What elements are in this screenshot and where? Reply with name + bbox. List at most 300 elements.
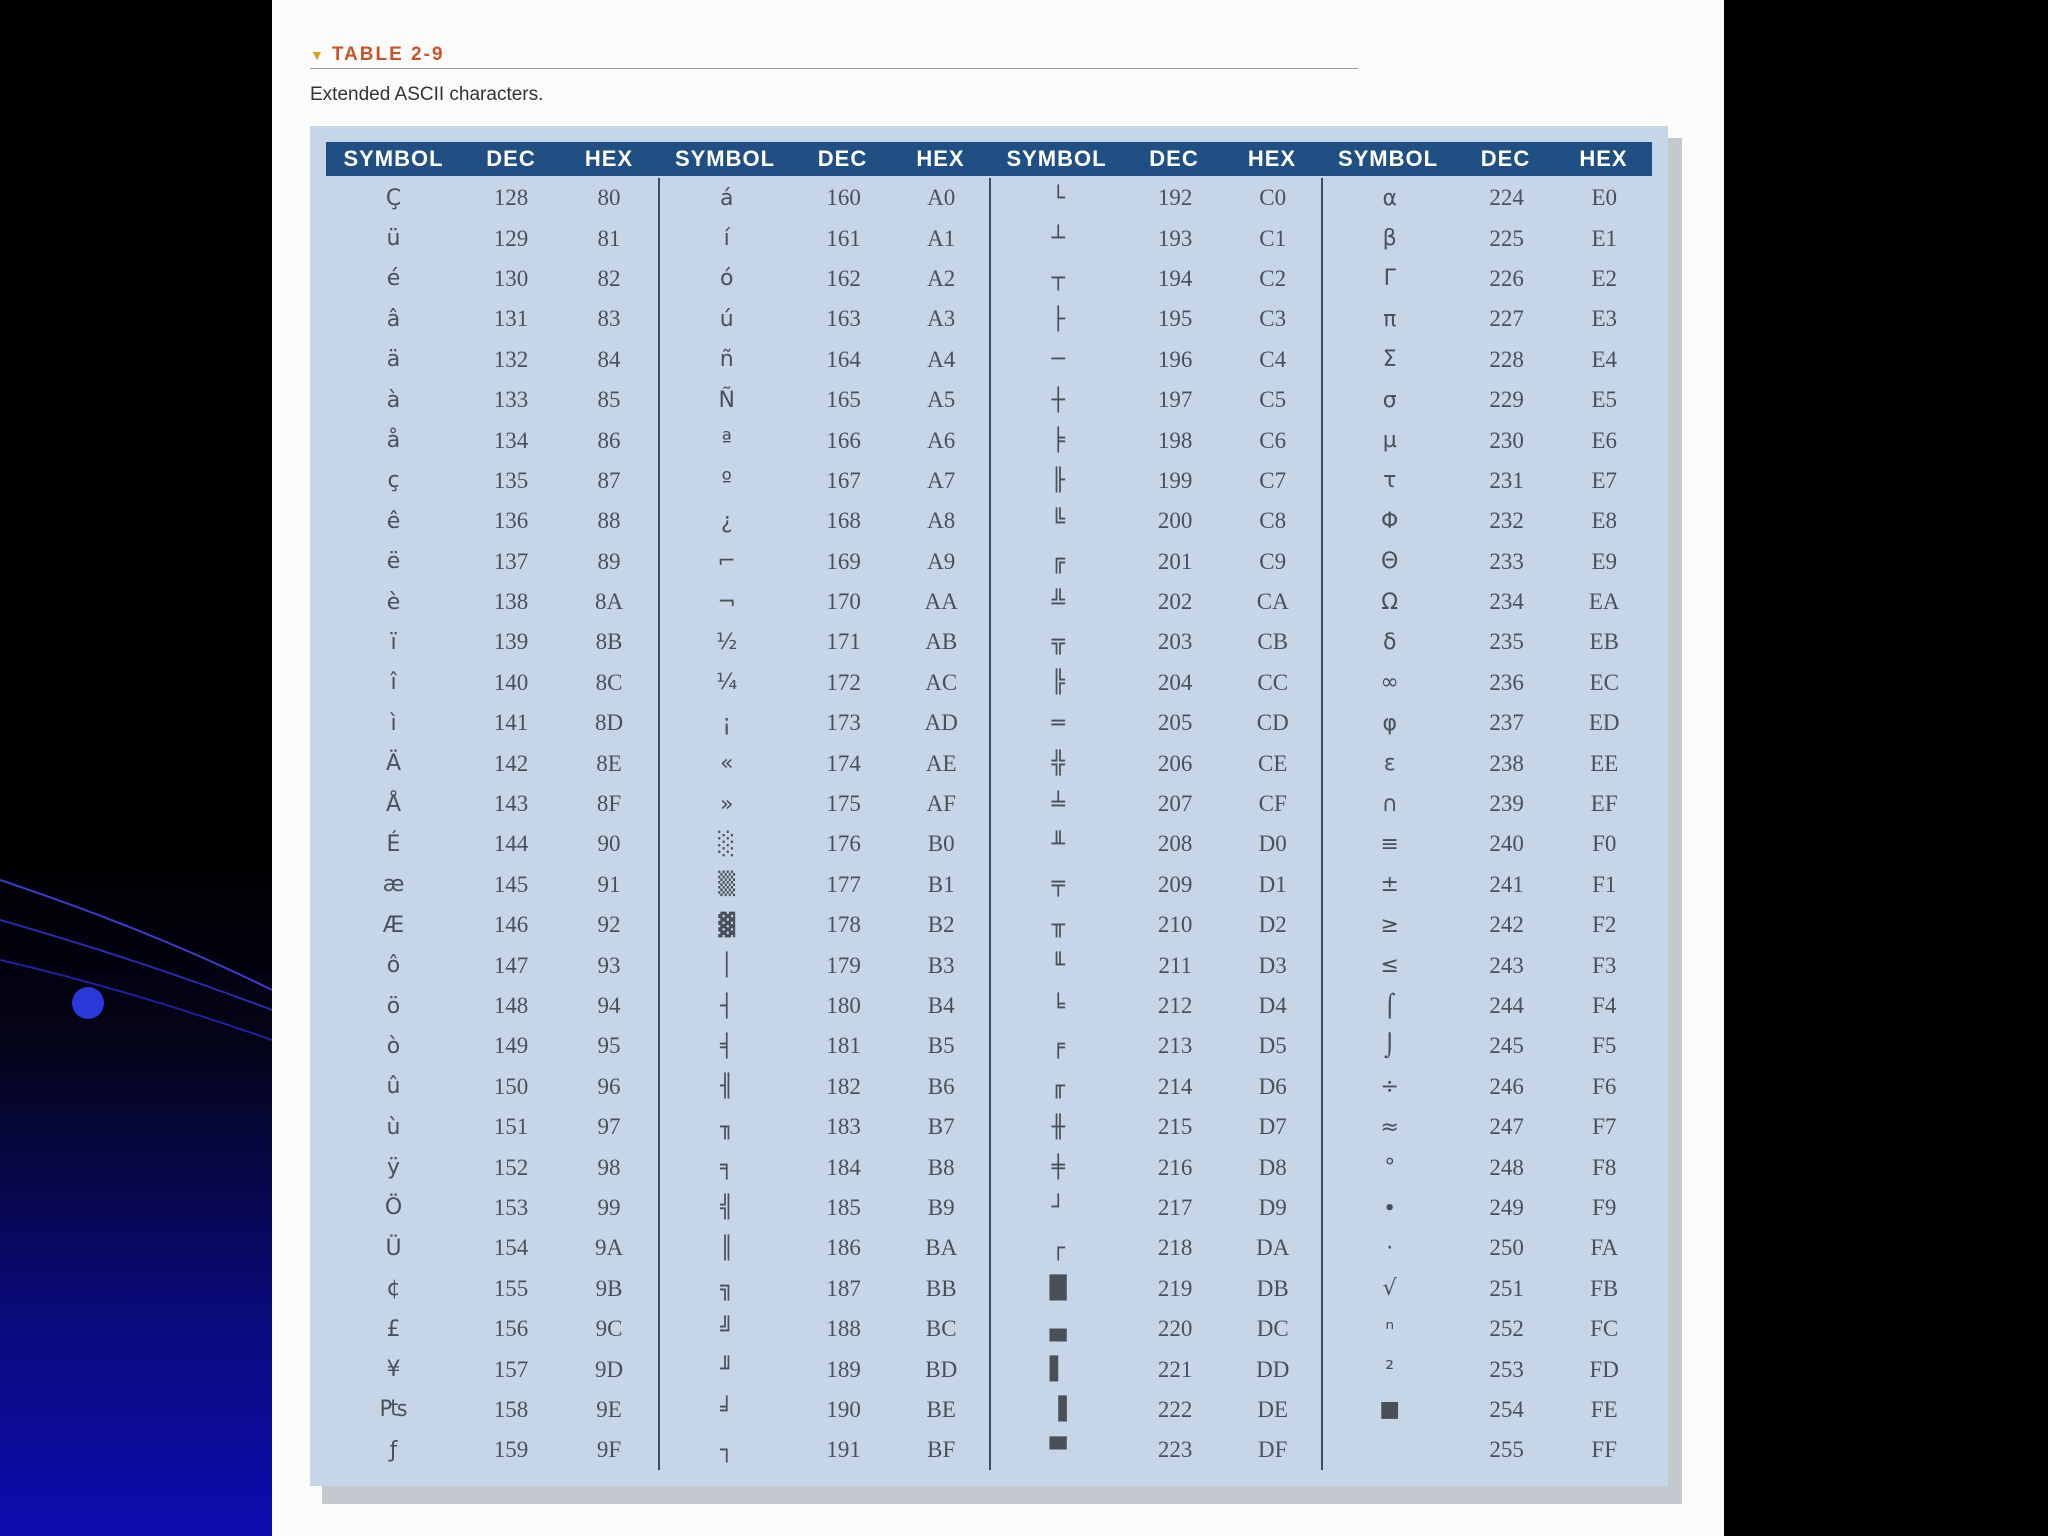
dec-cell: 231 (1489, 467, 1524, 493)
table-row (991, 178, 1321, 218)
symbol-cell: ª (721, 428, 732, 454)
symbol-cell: ┌ (1051, 1235, 1065, 1261)
dec-cell: 211 (1158, 952, 1192, 978)
table-row (326, 1228, 658, 1268)
symbol-cell: ¿ (720, 508, 733, 534)
table-title: Extended ASCII characters. (310, 84, 544, 105)
symbol-cell: º (721, 468, 732, 494)
dec-cell: 212 (1157, 993, 1193, 1018)
table-row (326, 986, 658, 1026)
table-row (326, 1188, 658, 1228)
ascii-table (310, 126, 1668, 1486)
dec-cell: 177 (826, 871, 861, 897)
dec-cell: 254 (1489, 1396, 1524, 1422)
table-row (1323, 824, 1653, 864)
table-row (660, 582, 990, 622)
dec-cell: 170 (826, 589, 861, 615)
table-row (660, 1349, 990, 1389)
symbol-cell: ▄ (1049, 1316, 1067, 1342)
dec-cell: 171 (826, 629, 861, 655)
column-header-hex: HEX (584, 146, 634, 171)
table-row (660, 542, 990, 582)
symbol-cell: á (719, 185, 734, 211)
table-row (326, 703, 658, 743)
dec-cell: 180 (826, 993, 861, 1018)
hex-cell: E9 (1591, 548, 1617, 574)
symbol-cell: σ (1382, 387, 1397, 413)
hex-cell: C6 (1259, 427, 1287, 453)
symbol-cell: √ (1382, 1276, 1397, 1302)
dec-cell: 152 (493, 1154, 529, 1180)
table-row (660, 1309, 990, 1349)
symbol-cell: ⌠ (1383, 993, 1396, 1019)
hex-cell: A2 (927, 265, 956, 291)
table-row (991, 501, 1321, 541)
table-row (326, 865, 658, 905)
hex-cell: 91 (597, 871, 621, 897)
hex-cell: 8F (596, 791, 622, 817)
symbol-cell: » (719, 791, 734, 817)
table-row (326, 1269, 658, 1309)
table-row (326, 1430, 658, 1470)
table-row (1323, 1067, 1653, 1107)
table-row (991, 1309, 1321, 1349)
hex-cell: 97 (597, 1114, 621, 1140)
table-row (1323, 1026, 1653, 1066)
table-row (1323, 703, 1653, 743)
dec-cell: 163 (826, 306, 861, 332)
hex-cell: A4 (927, 346, 956, 372)
symbol-cell: ║ (720, 1235, 734, 1261)
hex-cell: DE (1257, 1396, 1289, 1422)
symbol-cell: ╕ (720, 1155, 734, 1181)
hex-cell: 95 (597, 1033, 621, 1059)
table-row (326, 501, 658, 541)
symbol-cell: ┴ (1051, 226, 1065, 252)
symbol-cell: │ (720, 953, 734, 979)
symbol-cell: ô (386, 953, 401, 979)
dec-cell: 220 (1157, 1316, 1193, 1342)
hex-cell: C4 (1259, 346, 1287, 372)
hex-cell: 9C (595, 1316, 623, 1342)
symbol-cell: ë (386, 549, 401, 575)
table-row (1323, 1430, 1653, 1470)
hex-cell: A6 (927, 427, 956, 453)
table-block-3 (989, 178, 1321, 1470)
hex-cell: D8 (1258, 1154, 1287, 1180)
dec-cell: 210 (1157, 912, 1193, 938)
hex-cell: E1 (1591, 225, 1617, 251)
column-header-dec: DEC (817, 146, 868, 171)
symbol-cell: ù (386, 1114, 401, 1140)
hex-cell: 8E (596, 750, 622, 776)
dec-cell: 193 (1157, 225, 1193, 251)
table-row (660, 1390, 990, 1430)
dec-cell: 240 (1489, 831, 1524, 857)
hex-cell: 80 (597, 185, 621, 211)
table-row (991, 945, 1321, 985)
hex-cell: CF (1258, 791, 1287, 817)
symbol-cell: █ (1049, 1276, 1067, 1302)
hex-cell: 85 (597, 387, 621, 413)
hex-cell: EB (1589, 629, 1619, 655)
symbol-cell: é (386, 266, 401, 292)
dec-cell: 230 (1489, 427, 1524, 453)
hex-cell: 8B (595, 629, 623, 655)
table-row (660, 218, 990, 258)
hex-cell: AF (926, 791, 956, 817)
dec-cell: 188 (826, 1316, 861, 1342)
hex-cell: C1 (1259, 225, 1287, 251)
table-row (660, 1067, 990, 1107)
hex-cell: BE (926, 1396, 956, 1422)
hex-cell: B5 (927, 1033, 955, 1059)
symbol-cell: ╦ (1051, 629, 1065, 655)
table-row (1323, 259, 1653, 299)
table-row (991, 663, 1321, 703)
table-row (660, 1228, 990, 1268)
dec-cell: 176 (826, 831, 861, 857)
symbol-cell: ó (719, 266, 734, 292)
table-row (660, 784, 990, 824)
hex-cell: AA (924, 589, 958, 615)
symbol-cell: ┐ (720, 1437, 734, 1463)
dec-cell: 207 (1157, 791, 1193, 817)
dec-cell: 181 (826, 1033, 861, 1059)
dec-cell: 132 (493, 346, 529, 372)
table-row (660, 1107, 990, 1147)
dec-cell: 172 (826, 669, 861, 695)
hex-cell: AE (925, 750, 957, 776)
dec-cell: 236 (1489, 669, 1524, 695)
dec-cell: 138 (493, 589, 529, 615)
symbol-cell: ú (719, 306, 734, 332)
column-header-dec: DEC (1480, 146, 1531, 171)
hex-cell: BB (925, 1275, 957, 1301)
table-row (326, 1026, 658, 1066)
symbol-cell: ê (386, 508, 401, 534)
symbol-cell: ╥ (1051, 912, 1065, 938)
symbol-cell: ∩ (1381, 791, 1398, 817)
header-group-1 (326, 142, 658, 176)
symbol-cell: Σ (1382, 347, 1397, 373)
symbol-cell: ┤ (720, 993, 734, 1019)
column-header-symbol: SYMBOL (1337, 146, 1439, 171)
hex-cell: A5 (927, 387, 956, 413)
symbol-cell: É (386, 831, 401, 857)
dec-cell: 198 (1157, 427, 1193, 453)
hex-cell: EC (1589, 669, 1619, 695)
dec-cell: 217 (1157, 1194, 1193, 1220)
hex-cell: DA (1256, 1235, 1290, 1261)
symbol-cell: ╒ (1051, 1033, 1065, 1059)
symbol-cell: ╚ (1051, 508, 1065, 534)
symbol-cell: ╡ (720, 1033, 734, 1059)
dec-cell: 232 (1489, 508, 1524, 534)
dec-cell: 214 (1157, 1073, 1193, 1099)
hex-cell: 82 (597, 265, 621, 291)
symbol-cell: ¢ (386, 1276, 401, 1302)
symbol-cell: ├ (1051, 306, 1065, 332)
dec-cell: 142 (493, 750, 529, 776)
table-row (1323, 1188, 1653, 1228)
symbol-cell: ≤ (1380, 953, 1399, 979)
table-row (660, 1147, 990, 1187)
table-row (991, 380, 1321, 420)
symbol-cell: ╠ (1051, 670, 1065, 696)
symbol-cell: ä (386, 347, 401, 373)
symbol-cell: ½ (716, 629, 738, 655)
table-row (991, 622, 1321, 662)
dec-cell: 218 (1157, 1235, 1193, 1261)
dec-cell: 189 (826, 1356, 861, 1382)
symbol-cell: ∞ (1380, 670, 1399, 696)
hex-cell: E3 (1591, 306, 1617, 332)
hex-cell: ED (1588, 710, 1620, 736)
symbol-cell: ï (390, 629, 397, 655)
symbol-cell: · (1386, 1235, 1394, 1261)
dec-cell: 174 (826, 750, 861, 776)
hex-cell: BD (925, 1356, 958, 1382)
hex-cell: C5 (1259, 387, 1287, 413)
table-row (991, 1269, 1321, 1309)
hex-cell: 96 (597, 1073, 621, 1099)
symbol-cell: ╩ (1051, 589, 1065, 615)
table-row (326, 420, 658, 460)
table-row (1323, 582, 1653, 622)
dec-cell: 221 (1157, 1356, 1193, 1382)
dec-cell: 194 (1157, 265, 1193, 291)
dec-cell: 137 (493, 548, 529, 574)
table-row (660, 380, 990, 420)
table-row (1323, 622, 1653, 662)
hex-cell: C9 (1259, 548, 1287, 574)
dec-cell: 238 (1489, 750, 1524, 776)
slide-background-left (0, 0, 272, 1536)
table-row (660, 865, 990, 905)
symbol-cell: ¬ (717, 589, 736, 615)
symbol-cell: æ (382, 872, 405, 898)
dec-cell: 237 (1489, 710, 1524, 736)
hex-cell: CE (1258, 750, 1288, 776)
symbol-cell: µ (1382, 428, 1397, 454)
dec-cell: 187 (826, 1275, 861, 1301)
symbol-cell: ì (390, 710, 397, 736)
symbol-cell: « (719, 751, 734, 777)
hex-cell: B0 (927, 831, 955, 857)
symbol-cell: ░ (718, 831, 736, 857)
hex-cell: F1 (1592, 871, 1617, 897)
dec-cell: 197 (1157, 387, 1193, 413)
dec-cell: 186 (826, 1235, 861, 1261)
hex-cell: 90 (597, 831, 621, 857)
symbol-cell: Γ (1383, 266, 1396, 292)
table-row (326, 784, 658, 824)
dec-cell: 165 (826, 387, 861, 413)
dec-cell: 225 (1489, 225, 1524, 251)
table-row (1323, 461, 1653, 501)
table-row (1323, 1228, 1653, 1268)
dec-cell: 251 (1489, 1275, 1524, 1301)
dec-cell: 233 (1489, 548, 1524, 574)
table-row (326, 905, 658, 945)
hex-cell: B9 (927, 1194, 955, 1220)
table-row (991, 259, 1321, 299)
hex-cell: CC (1257, 669, 1289, 695)
table-row (660, 1269, 990, 1309)
table-row (660, 1430, 990, 1470)
dec-cell: 164 (826, 346, 861, 372)
hex-cell: C3 (1259, 306, 1287, 332)
dec-cell: 167 (826, 467, 861, 493)
hex-cell: D7 (1258, 1114, 1287, 1140)
symbol-cell: Θ (1381, 549, 1399, 575)
table-row (660, 178, 990, 218)
hex-cell: 84 (597, 346, 621, 372)
table-number: TABLE 2-9 (331, 44, 445, 65)
hex-cell: E4 (1591, 346, 1617, 372)
dec-cell: 200 (1157, 508, 1193, 534)
symbol-cell: ╛ (720, 1397, 734, 1423)
symbol-cell: ╓ (1051, 1074, 1065, 1100)
dec-cell: 208 (1157, 831, 1193, 857)
table-row (1323, 865, 1653, 905)
table-row (326, 1309, 658, 1349)
hex-cell: E2 (1591, 265, 1617, 291)
symbol-cell: ▌ (1049, 1357, 1067, 1383)
hex-cell: E7 (1591, 467, 1617, 493)
table-row (991, 1188, 1321, 1228)
symbol-cell: ≈ (1380, 1114, 1399, 1140)
dec-cell: 129 (493, 225, 529, 251)
symbol-cell: Ö (384, 1195, 403, 1221)
hex-cell: CD (1256, 710, 1289, 736)
dec-cell: 145 (493, 871, 529, 897)
hex-cell: CB (1257, 629, 1289, 655)
symbol-cell: ≡ (1380, 831, 1399, 857)
hex-cell: E6 (1591, 427, 1617, 453)
symbol-cell: ╤ (1051, 872, 1065, 898)
table-block-1 (326, 178, 658, 1470)
symbol-cell: Ñ (718, 387, 735, 413)
dec-cell: 178 (826, 912, 861, 938)
symbol-cell: Å (385, 791, 402, 817)
dec-cell: 169 (826, 548, 861, 574)
symbol-cell: β (1382, 226, 1397, 252)
table-row (1323, 1147, 1653, 1187)
hex-cell: F6 (1592, 1073, 1617, 1099)
hex-cell: D5 (1258, 1033, 1287, 1059)
hex-cell: EF (1590, 791, 1618, 817)
dec-cell: 144 (493, 831, 529, 857)
header-group-4 (1321, 142, 1653, 176)
symbol-cell: ° (1384, 1155, 1396, 1181)
table-row (326, 340, 658, 380)
table-row (660, 340, 990, 380)
table-row (1323, 1390, 1653, 1430)
symbol-cell: φ (1382, 710, 1397, 736)
symbol-cell: û (386, 1074, 401, 1100)
table-row (1323, 663, 1653, 703)
dec-cell: 243 (1489, 952, 1524, 978)
table-row (660, 622, 990, 662)
table-row (660, 986, 990, 1026)
table-row (991, 986, 1321, 1026)
symbol-cell: å (386, 428, 401, 454)
table-row (660, 905, 990, 945)
dec-cell: 140 (493, 669, 529, 695)
symbol-cell: ö (386, 993, 401, 1019)
dec-cell: 202 (1157, 589, 1193, 615)
hex-cell: 8A (594, 589, 624, 615)
symbol-cell: ¡ (722, 710, 732, 736)
hex-cell: E8 (1591, 508, 1617, 534)
dec-cell: 201 (1157, 548, 1193, 574)
symbol-cell: î (390, 670, 397, 696)
table-row (326, 1107, 658, 1147)
dec-cell: 215 (1157, 1114, 1193, 1140)
dec-cell: 134 (493, 427, 529, 453)
table-row (326, 663, 658, 703)
dec-cell: 247 (1489, 1114, 1524, 1140)
table-caption-heading (310, 44, 445, 66)
table-row (991, 218, 1321, 258)
table-row (1323, 1269, 1653, 1309)
symbol-cell: â (386, 306, 401, 332)
table-row (991, 784, 1321, 824)
table-row (660, 663, 990, 703)
dec-cell: 249 (1489, 1194, 1524, 1220)
symbol-cell: ╬ (1051, 751, 1065, 777)
symbol-cell: ¼ (716, 670, 738, 696)
symbol-cell: ò (386, 1033, 401, 1059)
hex-cell: AD (924, 710, 958, 736)
hex-cell: 9E (596, 1396, 622, 1422)
table-row (1323, 299, 1653, 339)
symbol-cell: £ (386, 1316, 401, 1342)
hex-cell: 8D (594, 710, 624, 736)
hex-cell: D0 (1258, 831, 1287, 857)
caption-triangle-icon: ▼ (310, 47, 326, 63)
dec-cell: 156 (493, 1316, 529, 1342)
symbol-cell: π (1383, 306, 1397, 332)
table-row (660, 501, 990, 541)
hex-cell: E5 (1591, 387, 1617, 413)
dec-cell: 216 (1157, 1154, 1193, 1180)
dec-cell: 141 (493, 710, 529, 736)
column-header-hex: HEX (916, 146, 965, 171)
hex-cell: 89 (597, 548, 621, 574)
hex-cell: DB (1256, 1275, 1289, 1301)
dec-cell: 241 (1489, 871, 1524, 897)
dec-cell: 153 (493, 1194, 529, 1220)
dec-cell: 130 (493, 265, 529, 291)
dec-cell: 133 (493, 387, 529, 413)
dec-cell: 183 (826, 1114, 861, 1140)
symbol-cell: ⌐ (717, 549, 736, 575)
dec-cell: 223 (1157, 1437, 1193, 1463)
hex-cell: 93 (597, 952, 621, 978)
table-row (326, 945, 658, 985)
symbol-cell: ▐ (1049, 1397, 1067, 1423)
dec-cell: 131 (493, 306, 529, 332)
hex-cell: B7 (927, 1114, 955, 1140)
hex-cell: A7 (927, 467, 956, 493)
hex-cell: BC (925, 1316, 957, 1342)
hex-cell: AB (925, 629, 958, 655)
table-row (1323, 986, 1653, 1026)
table-row (1323, 542, 1653, 582)
